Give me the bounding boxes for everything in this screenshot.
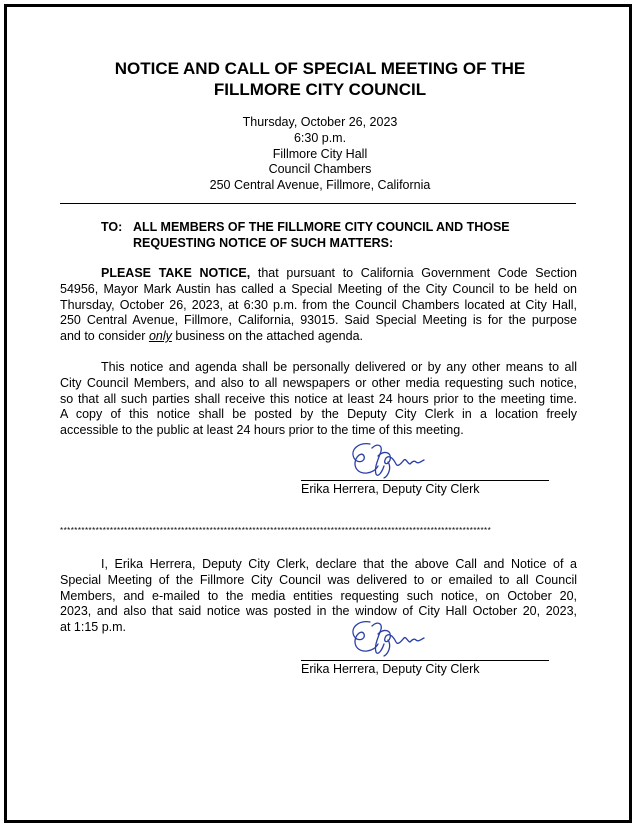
title-line-1: NOTICE AND CALL OF SPECIAL MEETING OF THE bbox=[114, 59, 526, 78]
addressee-block bbox=[101, 220, 510, 252]
meeting-time: 6:30 p.m. bbox=[293, 130, 347, 145]
meeting-address: 250 Central Avenue, Fillmore, California bbox=[209, 178, 431, 193]
delivery-line-5: accessible to the public at least 24 hours prior to the time of this meeting. bbox=[60, 423, 464, 438]
notice-line-4: 250 Central Avenue, Fillmore, California, 93015. Said Special Meeting is for the purpose bbox=[60, 313, 577, 328]
delivery-paragraph bbox=[60, 360, 577, 439]
delivery-line-2: City Council Members, and also to all newspapers or other media requesting such notice, bbox=[60, 375, 577, 390]
signatory-name: Erika Herrera, Deputy City Clerk bbox=[301, 662, 480, 676]
declaration-line-2: Special Meeting of the Fillmore City Council was delivered to or emailed to all Council bbox=[60, 572, 577, 587]
signature-line bbox=[301, 660, 549, 661]
notice-paragraph bbox=[60, 266, 577, 345]
page-title bbox=[0, 58, 640, 100]
addressee-line-2: REQUESTING NOTICE OF SUCH MATTERS: bbox=[133, 235, 394, 250]
notice-lead: PLEASE TAKE NOTICE, bbox=[101, 266, 251, 280]
declaration-line-3: Members, and e-mailed to the media entities requesting such notice, on October 20, bbox=[60, 588, 577, 603]
addressee-line-1: ALL MEMBERS OF THE FILLMORE CITY COUNCIL AND THOSE bbox=[133, 220, 510, 234]
title-line-2: FILLMORE CITY COUNCIL bbox=[213, 80, 427, 99]
horizontal-divider bbox=[60, 203, 576, 204]
meeting-room: Council Chambers bbox=[268, 162, 372, 177]
declaration-line-5: at 1:15 p.m. bbox=[60, 620, 127, 635]
delivery-line-4: A copy of this notice shall be posted by the Deputy City Clerk in a location freely bbox=[60, 407, 577, 422]
signatory-name: Erika Herrera, Deputy City Clerk bbox=[301, 482, 480, 496]
meeting-date: Thursday, October 26, 2023 bbox=[242, 115, 398, 129]
notice-line-1: that pursuant to California Government Code Section bbox=[250, 266, 577, 280]
delivery-line-3: so that all such parties shall receive this notice at least 24 hours prior to the meeting time. bbox=[60, 391, 577, 406]
signature-image bbox=[348, 616, 428, 660]
to-label: TO: bbox=[101, 220, 123, 234]
signature-line bbox=[301, 480, 549, 481]
declaration-paragraph bbox=[60, 557, 577, 636]
notice-line-5-post: business on the attached agenda. bbox=[171, 329, 364, 344]
delivery-line-1: This notice and agenda shall be personally delivered or by any other means to all bbox=[101, 360, 577, 374]
separator-asterisks: ************************************************************************************************************************* bbox=[60, 526, 492, 535]
meeting-venue: Fillmore City Hall bbox=[272, 146, 368, 161]
meeting-info bbox=[0, 115, 640, 194]
declaration-line-1: I, Erika Herrera, Deputy City Clerk, declare that the above Call and Notice of a bbox=[101, 557, 577, 571]
signature-image bbox=[348, 438, 428, 482]
notice-emphasis: only bbox=[148, 329, 172, 344]
notice-line-2: 54956, Mayor Mark Austin has called a Special Meeting of the City Council to be held on bbox=[60, 281, 577, 296]
declaration-line-4: 2023, and also that said notice was posted in the window of City Hall October 20, 2023, bbox=[60, 604, 577, 619]
notice-line-5-pre: and to consider bbox=[60, 329, 149, 344]
notice-line-3: Thursday, October 26, 2023, at 6:30 p.m. from the Council Chambers located at City Hall, bbox=[60, 297, 577, 312]
